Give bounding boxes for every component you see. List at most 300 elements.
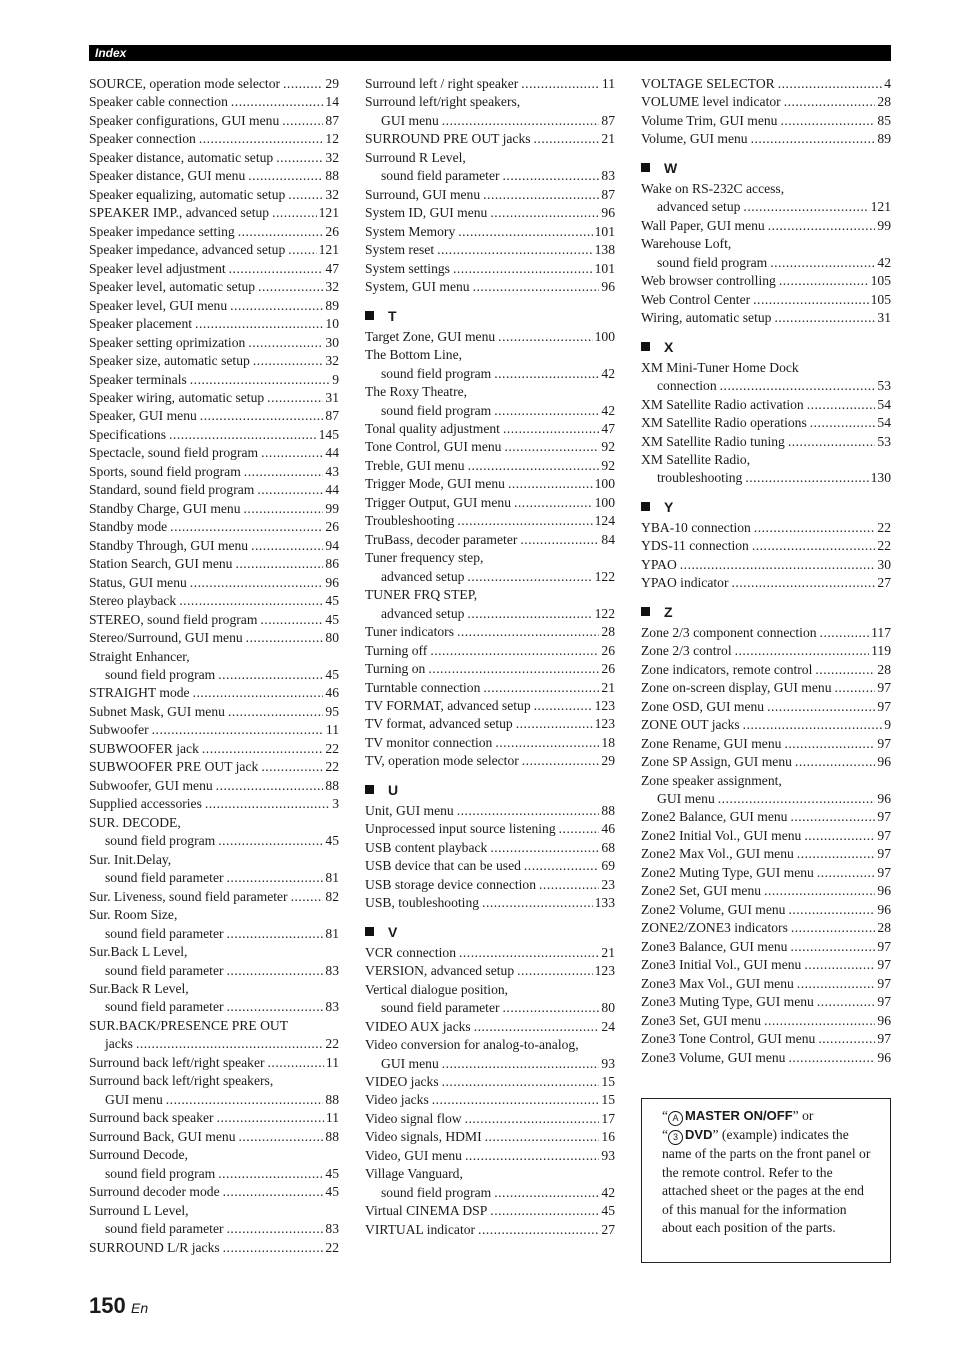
index-entry-page: 87 <box>325 112 339 128</box>
dot-leader <box>227 998 324 1016</box>
index-letter-heading <box>641 336 891 358</box>
index-entry-page: 87 <box>601 112 615 128</box>
index-entry-page: 32 <box>325 149 339 165</box>
index-entry-page: 88 <box>325 1128 339 1144</box>
index-entry-term: Standard, sound field program <box>89 482 255 498</box>
index-entry-term: GUI menu <box>657 791 715 806</box>
index-entry <box>365 1221 615 1239</box>
dot-leader <box>753 291 868 309</box>
index-entry-term: advanced setup <box>381 568 465 584</box>
index-entry <box>89 297 339 315</box>
dot-leader <box>818 1030 875 1048</box>
index-entry <box>641 956 891 974</box>
index-entry <box>89 75 339 93</box>
index-entry-page: 42 <box>601 402 615 418</box>
dot-leader <box>238 223 324 241</box>
index-entry-page: 93 <box>601 1147 615 1163</box>
dot-leader <box>442 1055 600 1073</box>
index-entry <box>365 1202 615 1220</box>
index-entry <box>365 605 615 623</box>
dot-leader <box>457 623 599 641</box>
index-entry-term: Standby Through, GUI menu <box>89 537 249 553</box>
dot-leader <box>534 130 600 148</box>
dot-leader <box>261 444 323 462</box>
index-entry-term: advanced setup <box>381 605 465 621</box>
index-entry-page: 97 <box>877 698 891 714</box>
index-entry-term: Stereo/Surround, GUI menu <box>89 630 243 646</box>
dot-leader <box>490 204 599 222</box>
index-entry-page: 130 <box>870 470 891 486</box>
index-entry-heading: Village Vanguard, <box>365 1166 463 1182</box>
index-entry-term: XM Satellite Radio operations <box>641 415 807 431</box>
index-entry <box>641 624 891 642</box>
index-entry-page: 96 <box>877 754 891 770</box>
index-entry-term: Zone 2/3 control <box>641 643 732 659</box>
index-entry-page: 69 <box>601 858 615 874</box>
index-entry-term: YBA-10 connection <box>641 519 751 535</box>
index-entry-term: YPAO <box>641 556 677 572</box>
index-column-1 <box>89 75 339 1257</box>
dot-leader <box>218 832 323 850</box>
index-entry <box>365 623 615 641</box>
index-entry-term: Virtual CINEMA DSP <box>365 1203 488 1219</box>
index-entry-term: Speaker connection <box>89 131 196 147</box>
dot-leader <box>246 629 324 647</box>
index-entry-term: connection <box>657 378 717 394</box>
index-entry <box>641 808 891 826</box>
index-entry <box>89 463 339 481</box>
index-entry-term: Video, GUI menu <box>365 1147 462 1163</box>
dot-leader <box>190 574 324 592</box>
index-entry <box>89 93 339 111</box>
index-entry-page: 42 <box>601 1184 615 1200</box>
index-entry-term: Surround Back, GUI menu <box>89 1128 236 1144</box>
index-entry-term: Tuner indicators <box>365 624 454 640</box>
index-entry-heading: Surround left/right speakers, <box>365 94 521 110</box>
index-entry <box>89 112 339 130</box>
index-entry <box>641 901 891 919</box>
index-entry <box>89 684 339 702</box>
dot-leader <box>494 365 599 383</box>
index-entry-page: 94 <box>325 537 339 553</box>
index-entry <box>365 130 615 148</box>
index-entry <box>641 414 891 432</box>
dot-leader <box>494 402 599 420</box>
index-entry-term: sound field parameter <box>381 1000 500 1016</box>
index-entry <box>641 679 891 697</box>
index-entry-page: 81 <box>325 925 339 941</box>
index-entry <box>89 481 339 499</box>
index-entry-page: 29 <box>325 76 339 91</box>
index-entry-heading: The Roxy Theatre, <box>365 384 468 400</box>
index-entry <box>365 204 615 222</box>
dot-leader <box>810 414 876 432</box>
dot-leader <box>770 254 875 272</box>
index-entry-page: 31 <box>325 389 339 405</box>
dot-leader <box>217 1109 324 1127</box>
index-entry-term: sound field parameter <box>105 999 224 1015</box>
square-bullet-icon <box>365 311 374 320</box>
index-letter-heading <box>641 496 891 518</box>
dot-leader <box>778 75 882 93</box>
dot-leader <box>248 167 323 185</box>
index-entry-term: TV format, advanced setup <box>365 716 513 732</box>
index-entry <box>641 642 891 660</box>
dot-leader <box>218 666 323 684</box>
index-entry-term: Turning on <box>365 661 426 677</box>
index-entry <box>641 519 891 537</box>
index-entry-term: Speaker terminals <box>89 371 187 387</box>
index-entry <box>89 537 339 555</box>
index-entry-term: Sur. Liveness, sound field parameter <box>89 888 288 904</box>
index-entry <box>89 223 339 241</box>
index-entry <box>365 402 615 420</box>
index-entry-term: Sports, sound field program <box>89 463 241 479</box>
index-entry-page: 18 <box>601 734 615 750</box>
index-entry-page: 97 <box>877 680 891 696</box>
index-entry-page: 123 <box>594 698 615 713</box>
dot-leader <box>227 869 324 887</box>
index-entry-heading: SUR.BACK/PRESENCE PRE OUT <box>89 1017 289 1033</box>
index-entry <box>365 494 615 512</box>
index-entry-page: 45 <box>325 1165 339 1181</box>
dot-leader <box>288 186 323 204</box>
index-entry <box>641 198 891 216</box>
dvd-label: DVD <box>685 1127 713 1142</box>
index-entry-page: 15 <box>601 1073 615 1089</box>
index-letter: W <box>664 159 678 176</box>
index-entry-term: sound field program <box>381 402 492 418</box>
dot-leader <box>430 642 599 660</box>
dot-leader <box>257 481 323 499</box>
index-entry <box>89 444 339 462</box>
index-entry-page: 45 <box>325 667 339 682</box>
circled-number-3-icon: 3 <box>668 1130 683 1145</box>
index-entry-page: 27 <box>877 575 891 591</box>
dot-leader <box>516 715 593 733</box>
index-entry <box>89 186 339 204</box>
index-entry-page: 24 <box>601 1018 615 1034</box>
index-entry <box>365 857 615 875</box>
index-entry-heading: Surround Decode, <box>89 1147 188 1163</box>
index-entry-term: Zone3 Set, GUI menu <box>641 1012 762 1028</box>
index-entry-heading: Sur. Init.Delay, <box>89 851 172 867</box>
index-entry <box>365 679 615 697</box>
index-entry-term: Speaker impedance, advanced setup <box>89 242 286 258</box>
index-entry-page: 46 <box>601 821 615 837</box>
index-entry-term: Standby mode <box>89 519 168 535</box>
index-entry-term: Surround, GUI menu <box>365 186 481 202</box>
dot-leader <box>202 740 324 758</box>
index-entry-term: Web browser controlling <box>641 273 776 289</box>
dot-leader <box>136 1035 323 1053</box>
index-entry <box>89 278 339 296</box>
index-entry-page: 97 <box>877 827 891 843</box>
index-entry-term: Volume, GUI menu <box>641 131 748 147</box>
index-entry-term: GUI menu <box>381 1055 439 1071</box>
index-entry-page: 44 <box>325 445 339 461</box>
index-entry <box>365 223 615 241</box>
dot-leader <box>522 752 600 770</box>
dot-leader <box>428 660 599 678</box>
dot-leader <box>768 217 876 235</box>
index-entry <box>365 75 615 93</box>
dot-leader <box>205 795 330 813</box>
index-entry-page: 93 <box>601 1055 615 1071</box>
dot-leader <box>524 857 600 875</box>
index-entry <box>365 999 615 1017</box>
index-entry-page: 96 <box>877 901 891 917</box>
index-entry-page: 83 <box>325 999 339 1015</box>
index-entry-term: Wall Paper, GUI menu <box>641 217 765 233</box>
index-entry <box>365 186 615 204</box>
index-entry-page: 21 <box>601 944 615 960</box>
index-entry <box>89 389 339 407</box>
dot-leader <box>514 494 593 512</box>
index-entry-page: 96 <box>877 883 891 899</box>
index-entry <box>89 1128 339 1146</box>
index-entry-page: 22 <box>877 538 891 554</box>
index-entry-term: SUBWOOFER jack <box>89 740 199 756</box>
square-bullet-icon <box>365 785 374 794</box>
index-entry-page: 32 <box>325 186 339 202</box>
square-bullet-icon <box>641 607 650 616</box>
index-entry-term: Zone Rename, GUI menu <box>641 735 782 751</box>
index-entry <box>89 1220 339 1238</box>
index-entry-heading: The Bottom Line, <box>365 347 463 363</box>
index-entry-term: Zone2 Initial Vol., GUI menu <box>641 827 802 843</box>
index-entry <box>365 1073 615 1091</box>
index-entry-page: 81 <box>325 870 339 886</box>
dot-leader <box>764 1012 875 1030</box>
index-entry <box>365 328 615 346</box>
index-entry-page: 45 <box>325 611 339 627</box>
index-entry <box>365 839 615 857</box>
index-entry <box>89 795 339 813</box>
index-entry-term: Speaker placement <box>89 316 193 332</box>
index-entry-term: Unit, GUI menu <box>365 802 454 818</box>
index-entry-page: 105 <box>870 273 891 289</box>
index-entry-term: Zone3 Max Vol., GUI menu <box>641 975 794 991</box>
dot-leader <box>788 433 876 451</box>
index-entry <box>365 568 615 586</box>
index-entry-term: Surround back speaker <box>89 1110 214 1126</box>
index-entry-term: XM Satellite Radio activation <box>641 396 804 412</box>
index-entry-page: 89 <box>877 131 891 147</box>
index-entry <box>365 944 615 962</box>
index-entry-page: 11 <box>325 1054 339 1070</box>
index-entry-term: Surround back left/right speaker <box>89 1054 265 1070</box>
dot-leader <box>483 186 599 204</box>
index-entry-page: 97 <box>877 938 891 954</box>
index-entry-term: Zone on-screen display, GUI menu <box>641 680 832 696</box>
index-entry <box>365 752 615 770</box>
index-entry-page: 87 <box>601 186 615 202</box>
dot-leader <box>503 167 600 185</box>
dot-leader <box>235 555 323 573</box>
index-entry-page: 30 <box>325 334 339 350</box>
index-entry-page: 31 <box>877 310 891 326</box>
index-entry-term: GUI menu <box>381 112 439 128</box>
index-entry <box>89 1239 339 1257</box>
index-entry-page: 26 <box>325 223 339 239</box>
index-entry-page: 86 <box>325 556 339 572</box>
square-bullet-icon <box>365 927 374 936</box>
dot-leader <box>268 1054 324 1072</box>
index-entry-page: 121 <box>870 199 891 215</box>
index-entry-term: sound field parameter <box>105 870 224 886</box>
index-entry-term: sound field parameter <box>105 1221 224 1237</box>
dot-leader <box>745 469 868 487</box>
index-entry <box>365 715 615 733</box>
index-entry <box>641 112 891 130</box>
index-entry <box>365 802 615 820</box>
index-entry <box>365 697 615 715</box>
index-entry-page: 97 <box>877 1031 891 1047</box>
index-entry-term: SPEAKER IMP., advanced setup <box>89 205 270 221</box>
index-entry-term: VCR connection <box>365 944 456 960</box>
index-entry <box>641 291 891 309</box>
index-entry-page: 27 <box>601 1221 615 1237</box>
dot-leader <box>272 204 317 222</box>
index-entry-page: 95 <box>325 703 339 719</box>
index-entry-page: 9 <box>884 717 891 733</box>
index-entry-page: 26 <box>601 661 615 677</box>
index-entry-page: 97 <box>877 735 891 751</box>
index-entry-page: 32 <box>325 353 339 369</box>
dot-leader <box>227 962 324 980</box>
index-entry <box>89 925 339 943</box>
index-entry-term: SUBWOOFER PRE OUT jack <box>89 759 259 775</box>
index-entry-heading: Tuner frequency step, <box>365 550 484 566</box>
index-entry <box>89 629 339 647</box>
dot-leader <box>718 790 876 808</box>
index-letter-heading <box>365 779 615 801</box>
index-entry-page: 121 <box>318 242 339 258</box>
index-entry <box>641 272 891 290</box>
index-entry-term: sound field program <box>105 667 216 682</box>
index-entry-term: Speaker, GUI menu <box>89 408 197 424</box>
dot-leader <box>752 537 876 555</box>
dot-leader <box>735 642 870 660</box>
index-entry <box>365 278 615 296</box>
index-entry-term: System reset <box>365 242 435 258</box>
index-entry-term: sound field program <box>657 254 768 270</box>
index-letter: Y <box>664 498 674 515</box>
index-letter: X <box>664 338 674 355</box>
index-entry-page: 46 <box>325 685 339 701</box>
index-entry-heading: Sur.Back R Level, <box>89 980 189 996</box>
index-entry <box>641 753 891 771</box>
index-letter: U <box>388 781 399 798</box>
index-entry-page: 16 <box>601 1129 615 1145</box>
index-entry <box>365 962 615 980</box>
index-entry <box>365 734 615 752</box>
index-entry <box>365 457 615 475</box>
index-entry <box>641 130 891 148</box>
index-entry-term: Zone SP Assign, GUI menu <box>641 754 792 770</box>
index-entry-page: 42 <box>877 254 891 270</box>
index-entry-term: TV monitor connection <box>365 734 493 750</box>
dot-leader <box>473 278 600 296</box>
index-entry <box>89 592 339 610</box>
index-entry-page: 22 <box>325 740 339 756</box>
index-entry <box>89 334 339 352</box>
index-entry <box>641 716 891 734</box>
index-entry-page: 96 <box>601 279 615 295</box>
index-entry-term: Zone3 Tone Control, GUI menu <box>641 1031 816 1047</box>
index-entry-term: Speaker level adjustment <box>89 260 226 276</box>
index-letter-heading <box>365 921 615 943</box>
index-entry-term: sound field parameter <box>381 168 500 184</box>
dot-leader <box>251 537 323 555</box>
index-entry-heading: Surround R Level, <box>365 149 466 165</box>
dot-leader <box>218 1165 323 1183</box>
index-entry-term: VIDEO AUX jacks <box>365 1018 471 1034</box>
index-entry <box>365 1184 615 1202</box>
square-bullet-icon <box>641 342 650 351</box>
index-entry <box>365 260 615 278</box>
dot-leader <box>517 962 592 980</box>
index-entry <box>641 845 891 863</box>
dot-leader <box>804 956 875 974</box>
dot-leader <box>442 112 600 130</box>
index-entry-page: 101 <box>594 223 615 239</box>
index-entry-page: 100 <box>594 328 615 344</box>
index-entry <box>89 574 339 592</box>
index-entry-page: 119 <box>871 643 891 659</box>
index-entry-term: YPAO indicator <box>641 575 729 591</box>
index-entry <box>89 703 339 721</box>
index-entry-term: Stereo playback <box>89 593 177 609</box>
index-entry-term: Zone2 Muting Type, GUI menu <box>641 864 814 880</box>
index-entry-page: 83 <box>325 962 339 978</box>
page-number: 150 <box>89 1293 126 1318</box>
index-entry-page: 82 <box>325 888 339 904</box>
index-entry-term: USB storage device connection <box>365 876 537 892</box>
index-entry <box>641 735 891 753</box>
dot-leader <box>199 130 324 148</box>
index-entry <box>365 876 615 894</box>
dot-leader <box>784 93 876 111</box>
index-entry-heading: Zone speaker assignment, <box>641 772 782 788</box>
index-entry-term: USB device that can be used <box>365 858 521 874</box>
index-entry-term: Speaker wiring, automatic setup <box>89 389 265 405</box>
index-entry-term: sound field program <box>381 1184 492 1200</box>
dot-leader <box>223 1239 324 1257</box>
index-entry-term: Trigger Mode, GUI menu <box>365 476 505 492</box>
index-entry-heading: Wake on RS-232C access, <box>641 180 785 196</box>
index-entry-page: 32 <box>325 279 339 295</box>
index-entry-term: sound field program <box>381 365 492 381</box>
index-entry-page: 96 <box>325 574 339 590</box>
page-language: En <box>131 1300 149 1316</box>
index-entry-page: 47 <box>325 260 339 276</box>
index-entry-term: VOLUME level indicator <box>641 94 781 110</box>
index-entry <box>89 371 339 389</box>
index-entry-page: 100 <box>594 476 615 492</box>
dot-leader <box>467 568 592 586</box>
index-entry-term: Volume Trim, GUI menu <box>641 112 778 128</box>
index-header-bar <box>89 45 891 61</box>
index-entry-page: 22 <box>325 1239 339 1255</box>
dot-leader <box>216 777 324 795</box>
index-entry <box>365 112 615 130</box>
index-entry-term: sound field program <box>105 833 216 849</box>
dot-leader <box>457 802 600 820</box>
dot-leader <box>791 919 876 937</box>
index-entry-page: 124 <box>594 513 615 529</box>
